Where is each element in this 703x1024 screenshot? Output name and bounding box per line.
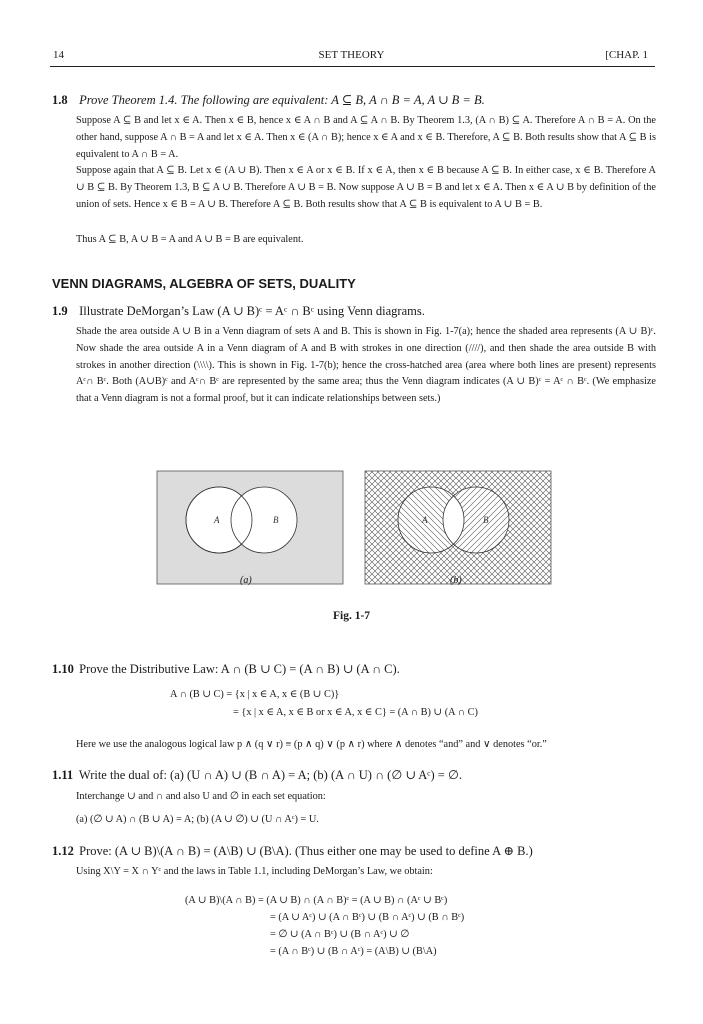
- hatch-not-b: [365, 471, 551, 584]
- running-title: SET THEORY: [318, 49, 385, 61]
- solution-1-8-para-1: Suppose A ⊆ B and let x ∈ A. Then x ∈ B, hence x ∈ A ∩ B and A ⊆ A ∩ B. By Theorem 1.3, (A ∩ B) ⊆ A. Therefore A ∩ B = A. On the other hand, suppose A ∩ B = A and let x ∈ A. Then x ∈ (A ∩ B); hence x ∈ A and x ∈ B. Therefore, A ⊆ B. Both results show that A ⊆ B is equivalent to A ∩ B = A.: [76, 115, 656, 160]
- problem-1-8: [52, 92, 485, 108]
- circle-b: [231, 487, 297, 553]
- label-a: A: [422, 515, 428, 525]
- equation-1-12-line-3: = ∅ ∪ (A ∩ Bᶜ) ∪ (B ∩ Aᶜ) ∪ ∅: [270, 929, 410, 940]
- label-b: B: [273, 515, 279, 525]
- problem-statement: Write the dual of: (a) (U ∩ A) ∪ (B ∩ A) = A; (b) (A ∩ U) ∩ (∅ ∪ Aᶜ) = ∅.: [78, 768, 462, 782]
- equation-1-10-line-1: A ∩ (B ∪ C) = {x | x ∈ A, x ∈ (B ∪ C)}: [170, 689, 340, 700]
- problem-statement: Prove the Distributive Law: A ∩ (B ∪ C) = (A ∩ B) ∪ (A ∩ C).: [79, 662, 400, 676]
- caption-b: (b): [450, 575, 462, 586]
- label-b: B: [483, 515, 489, 525]
- figure-title: Fig. 1-7: [332, 610, 371, 622]
- problem-1-10: [52, 661, 400, 677]
- venn-figure: [150, 460, 560, 610]
- venn-diagram-b: [365, 471, 551, 584]
- section-heading: VENN DIAGRAMS, ALGEBRA OF SETS, DUALITY: [52, 276, 356, 291]
- problem-statement: Prove: (A ∪ B)\(A ∩ B) = (A\B) ∪ (B\A). (Thus either one may be used to define A ⊕ B.): [79, 844, 533, 858]
- page-number: 14: [53, 49, 64, 61]
- problem-1-11: [52, 767, 462, 783]
- problem-number: 1.10: [52, 662, 74, 676]
- instruction-1-11: Interchange ∪ and ∩ and also U and ∅ in each set equation:: [76, 791, 326, 802]
- solution-1-9: Shade the area outside A ∪ B in a Venn diagram of sets A and B. This is shown in Fig. 1-7(a); hence the shaded area represents (A ∪ B)ᶜ. Now shade the area outside A in a Venn diagram of A and B with strokes in one direction (////), and then shade the area outside B with strokes in another direction (\\\\). This is shown in Fig. 1-7(b); hence the cross-hatched area (area where both lines are present) represents Aᶜ∩ Bᶜ. Both (A∪B)ᶜ and Aᶜ∩ Bᶜ are represented by the same area; thus the Venn diagram indicates (A ∪ B)ᶜ = Aᶜ ∩ Bᶜ. (We emphasize that a Venn diagram is not a formal proof, but it can indicate relationships between sets.): [76, 326, 656, 405]
- venn-diagram-a: [157, 471, 343, 584]
- label-a: A: [214, 515, 220, 525]
- note-1-10: Here we use the analogous logical law p ∧ (q ∨ r) ≡ (p ∧ q) ∨ (p ∧ r) where ∧ denotes “and” and ∨ denotes “or.”: [76, 739, 547, 750]
- problem-1-12: [52, 843, 533, 859]
- intro-1-12: Using X\Y = X ∩ Yᶜ and the laws in Table 1.1, including DeMorgan’s Law, we obtain:: [76, 866, 433, 877]
- caption-a: (a): [240, 575, 252, 586]
- header-rule: [50, 66, 655, 67]
- problem-number: 1.8: [52, 93, 68, 107]
- equation-1-10-line-2: = {x | x ∈ A, x ∈ B or x ∈ A, x ∈ C} = (A ∩ B) ∪ (A ∩ C): [233, 707, 478, 718]
- problem-number: 1.11: [52, 768, 74, 782]
- problem-statement: Illustrate DeMorgan’s Law (A ∪ B)ᶜ = Aᶜ ∩ Bᶜ using Venn diagrams.: [79, 304, 425, 318]
- chapter-label: [CHAP. 1: [605, 49, 648, 61]
- problem-statement: Prove Theorem 1.4. The following are equivalent: A ⊆ B, A ∩ B = A, A ∪ B = B.: [79, 93, 485, 107]
- equation-1-12-line-1: (A ∪ B)\(A ∩ B) = (A ∪ B) ∩ (A ∩ B)ᶜ = (A ∪ B) ∩ (Aᶜ ∪ Bᶜ): [185, 895, 448, 906]
- solution-1-8-para-3: Thus A ⊆ B, A ∪ B = A and A ∪ B = B are equivalent.: [76, 234, 304, 245]
- problem-1-9: [52, 303, 425, 319]
- equation-1-12-line-2: = (A ∪ Aᶜ) ∪ (A ∩ Bᶜ) ∪ (B ∩ Aᶜ) ∪ (B ∩ Bᶜ): [270, 912, 465, 923]
- problem-number: 1.9: [52, 304, 68, 318]
- solution-1-8-para-2: Suppose again that A ⊆ B. Let x ∈ (A ∪ B). Then x ∈ A or x ∈ B. If x ∈ A, then x ∈ B because A ⊆ B. In either case, x ∈ B. Therefore A ∪ B ⊆ B. By Theorem 1.3, B ⊆ A ∪ B. Therefore A ∪ B = B. Now suppose A ∪ B = B and let x ∈ A. Then x ∈ A ∪ B by definition of the union of sets. Hence x ∈ B = A ∪ B. Therefore A ⊆ B. Both results show that A ⊆ B is equivalent to A ∪ B = B.: [76, 165, 656, 210]
- answer-1-11: (a) (∅ ∪ A) ∩ (B ∪ A) = A; (b) (A ∪ ∅) ∪ (U ∩ Aᶜ) = U.: [76, 814, 319, 825]
- equation-1-12-line-4: = (A ∩ Bᶜ) ∪ (B ∩ Aᶜ) = (A\B) ∪ (B\A): [270, 946, 437, 957]
- problem-number: 1.12: [52, 844, 74, 858]
